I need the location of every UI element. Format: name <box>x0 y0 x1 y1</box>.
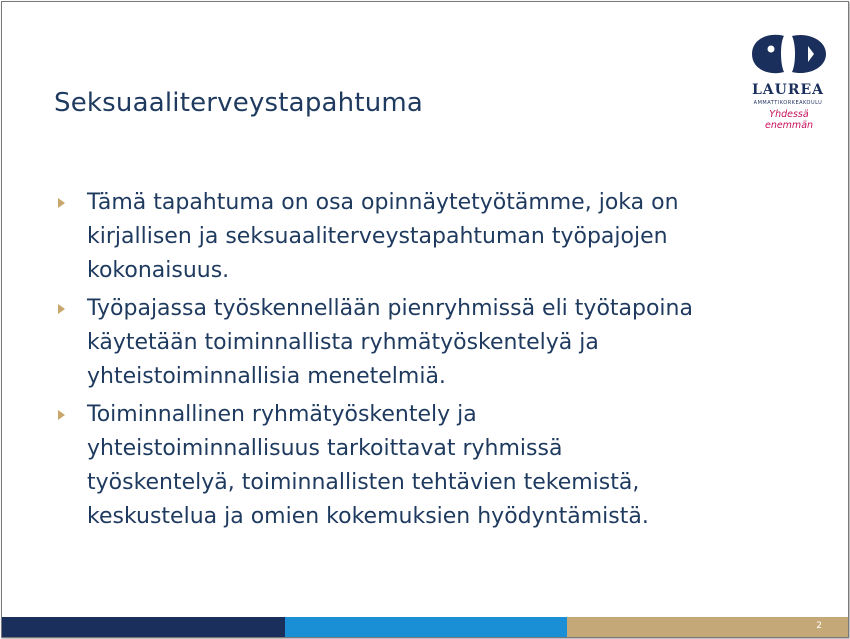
bullet-line: Työpajassa työskennellään pienryhmissä eli työtapoina <box>87 296 693 321</box>
triangle-bullet-icon <box>58 304 65 314</box>
footer-bar <box>2 617 848 637</box>
page-number: 2 <box>816 621 822 631</box>
slide <box>1 1 849 638</box>
slide-title: Seksuaaliterveystapahtuma <box>54 88 424 118</box>
footer-segment-navy <box>2 617 285 637</box>
footer-segment-tan <box>567 617 848 637</box>
bullet-line: yhteistoiminnallisuus tarkoittavat ryhmissä <box>87 436 563 461</box>
bullet-item <box>56 186 816 288</box>
logo-slogan: Yhdessä enemmän <box>764 109 814 131</box>
triangle-bullet-icon <box>58 410 65 420</box>
bullet-line: työskentelyä, toiminnallisten tehtävien tekemistä, <box>87 470 640 495</box>
bullet-line: kirjallisen ja seksuaaliterveystapahtuman työpajojen <box>87 224 668 249</box>
bullet-line: käytetään toiminnallista ryhmätyöskentelyä ja <box>87 330 599 355</box>
laurea-logo <box>746 30 834 131</box>
bullet-item <box>56 292 816 394</box>
triangle-bullet-icon <box>58 198 65 208</box>
bullet-list <box>56 186 816 538</box>
logo-subtitle: AMMATTIKORKEAKOULU <box>753 100 823 106</box>
bullet-line: yhteistoiminnallisia menetelmiä. <box>87 364 446 389</box>
bullet-line: Toiminnallinen ryhmätyöskentely ja <box>87 402 477 427</box>
laurea-emblem-icon <box>746 30 830 78</box>
logo-wordmark: LAUREA <box>751 82 825 98</box>
footer-segment-blue <box>285 617 567 637</box>
bullet-line: Tämä tapahtuma on osa opinnäytetyötämme, joka on <box>87 190 679 215</box>
bullet-line: kokonaisuus. <box>87 258 230 283</box>
bullet-line: keskustelua ja omien kokemuksien hyödyntämistä. <box>87 504 649 529</box>
bullet-item <box>56 398 816 534</box>
